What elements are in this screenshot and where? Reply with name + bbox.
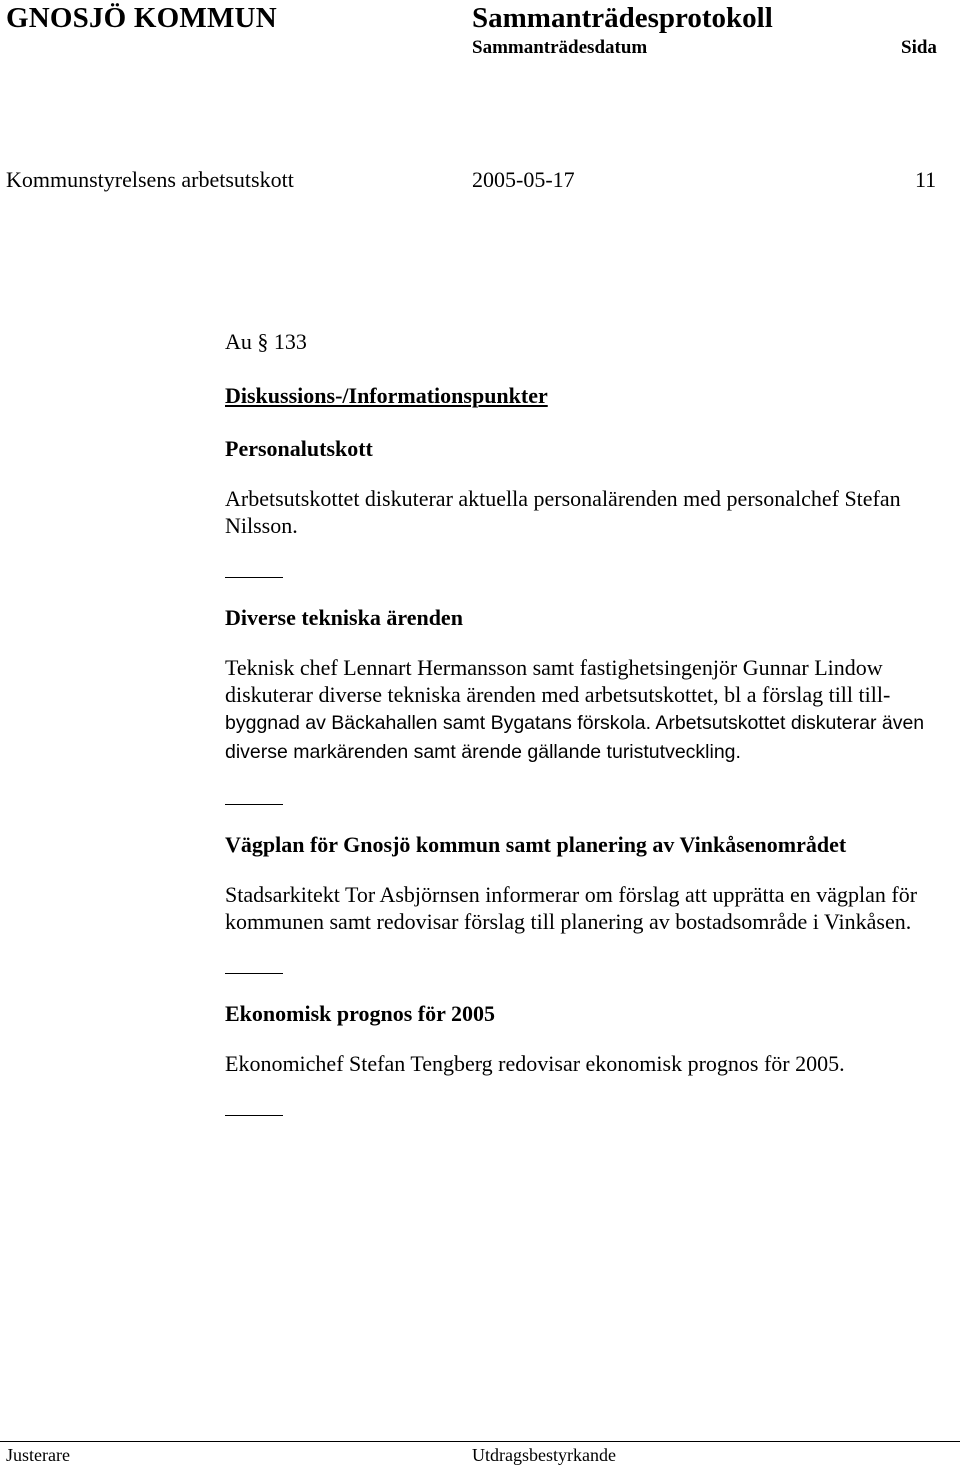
page-label: Sida: [901, 37, 937, 58]
item-text: Stadsarkitekt Tor Asbjörnsen informerar om förslag att upprätta en vägplan för kommunen samt redovisar förslag till planering av bostadsområde i Vinkåsen.: [225, 882, 918, 934]
document-type: Sammanträdesprotokoll: [472, 2, 773, 34]
item-heading: Vägplan för Gnosjö kommun samt planering av Vinkåsenområdet: [225, 832, 847, 857]
meeting-date: 2005-05-17: [472, 167, 575, 192]
page-number: 11: [915, 167, 937, 192]
footer-certification-label: Utdragsbestyrkande: [472, 1445, 616, 1465]
item-text-serif: Teknisk chef Lennart Hermansson samt fastighetsingenjör Gunnar Lindow diskuterar diverse tekniska ärenden med arbetsutskottet, bl a förslag till till-: [225, 655, 891, 707]
item-text-sans: byggnad av Bäckahallen samt Bygatans förskola. Arbetsutskottet diskuterar även diverse markärenden samt ärende gällande turistutveckling.: [225, 712, 925, 763]
separator-line: [225, 1115, 283, 1116]
item-text: Arbetsutskottet diskuterar aktuella personalärenden med personalchef Stefan Nilsson.: [225, 486, 901, 538]
footer-adjuster-label: Justerare: [6, 1445, 70, 1465]
item-text: Ekonomichef Stefan Tengberg redovisar ekonomisk prognos för 2005.: [225, 1051, 845, 1076]
separator-line: [225, 804, 283, 805]
item-heading: Personalutskott: [225, 436, 373, 461]
footer-divider: [0, 1441, 960, 1442]
protocol-body: [225, 327, 950, 1116]
section-id: Au § 133: [225, 329, 307, 354]
organization-name: GNOSJÖ KOMMUN: [6, 2, 277, 34]
item-heading: Ekonomisk prognos för 2005: [225, 1001, 495, 1026]
main-heading: Diskussions-/Informationspunkter: [225, 383, 548, 408]
committee-name: Kommunstyrelsens arbetsutskott: [6, 167, 294, 192]
item-heading: Diverse tekniska ärenden: [225, 605, 463, 630]
meeting-date-label: Sammanträdesdatum: [472, 37, 648, 58]
item-text: [225, 654, 950, 766]
separator-line: [225, 973, 283, 974]
separator-line: [225, 577, 283, 578]
